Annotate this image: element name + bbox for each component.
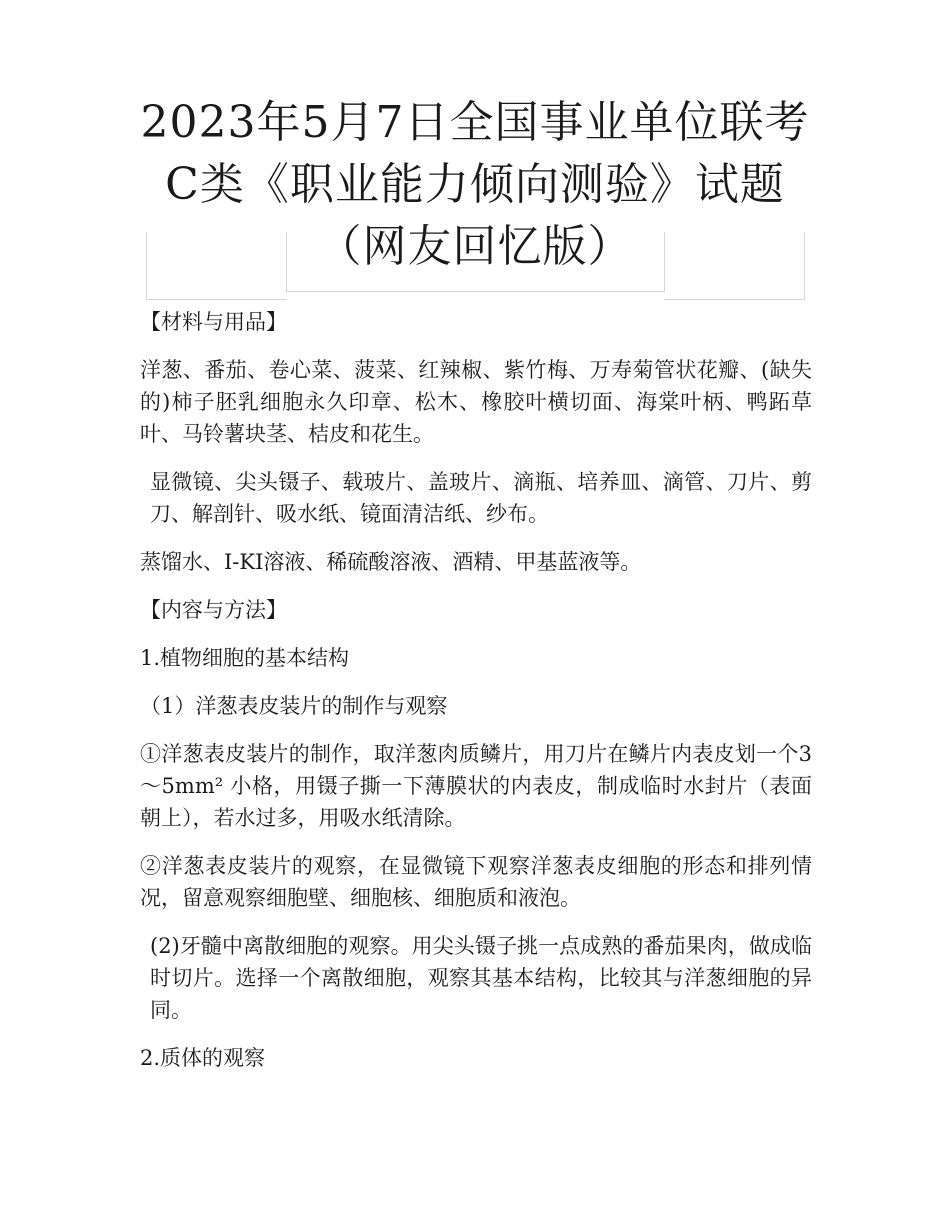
section-heading: 【材料与用品】: [140, 310, 287, 334]
subheading: 2.质体的观察: [140, 1046, 266, 1070]
paragraph: 蒸馏水、I-KI溶液、稀硫酸溶液、酒精、甲基蓝液等。: [140, 550, 642, 574]
subheading: 1.植物细胞的基本结构: [140, 646, 350, 670]
paragraph: ①洋葱表皮装片的制作，取洋葱肉质鳞片，用刀片在鳞片内表皮划一个3～5mm² 小格，用镊子撕一下薄膜状的内表皮，制成临时水封片（表面朝上），若水过多，用吸水纸清除。: [140, 742, 812, 830]
title-block: [140, 92, 810, 292]
paragraph: 显微镜、尖头镊子、载玻片、盖玻片、滴瓶、培养皿、滴管、刀片、剪刀、解剖针、吸水纸、镜面清洁纸、纱布。: [150, 470, 812, 526]
document-body: [140, 306, 812, 1090]
title-frame-line: [146, 299, 286, 300]
paragraph: 洋葱、番茄、卷心菜、菠菜、红辣椒、紫竹梅、万寿菊管状花瓣、(缺失的)柿子胚乳细胞永久印章、松木、橡胶叶横切面、海棠叶柄、鸭跖草叶、马铃薯块茎、桔皮和花生。: [140, 358, 812, 446]
paragraph: ②洋葱表皮装片的观察，在显微镜下观察洋葱表皮细胞的形态和排列情况，留意观察细胞壁、细胞核、细胞质和液泡。: [140, 854, 812, 910]
title-frame-line: [286, 291, 665, 292]
subheading: （1）洋葱表皮装片的制作与观察: [140, 694, 448, 718]
section-heading: 【内容与方法】: [140, 598, 287, 622]
paragraph: (2)牙髓中离散细胞的观察。用尖头镊子挑一点成熟的番茄果肉，做成临时切片。选择一个离散细胞，观察其基本结构，比较其与洋葱细胞的异同。: [150, 934, 812, 1022]
document-title: 2023年5月7日全国事业单位联考C类《职业能力倾向测验》试题（网友回忆版）: [140, 97, 810, 272]
title-frame-line: [664, 299, 805, 300]
